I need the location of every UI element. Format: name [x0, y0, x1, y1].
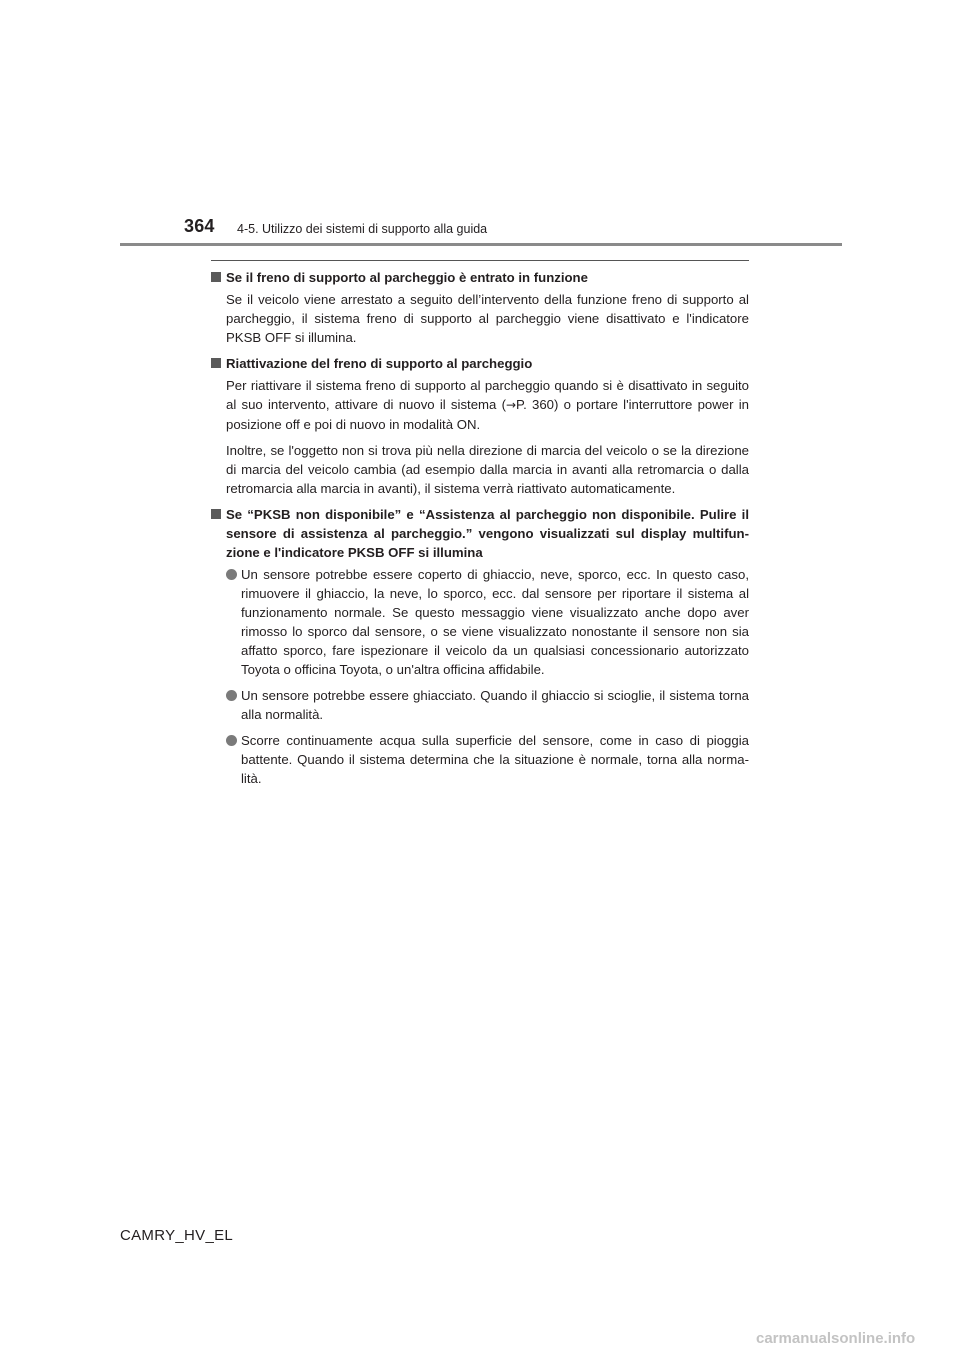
paragraph: Se il veicolo viene arrestato a seguito dell’intervento della funzione freno di supporto al parcheggio, il sistema freno di supporto al parcheggio viene disattivato e l'indicatore PKSB OFF si illumina.: [226, 292, 749, 345]
section-heading: [211, 505, 749, 562]
list-item: [211, 686, 749, 724]
main-content: [211, 268, 749, 795]
circle-bullet-icon: [226, 569, 237, 580]
list-item: [211, 565, 749, 679]
list-item-text: Un sensore potrebbe essere ghiacciato. Quando il ghiaccio si scioglie, il sistema torna alla normalità.: [241, 688, 749, 722]
content-rule: [211, 260, 749, 261]
square-bullet-icon: [211, 358, 221, 368]
square-bullet-icon: [211, 509, 221, 519]
list-item: [211, 731, 749, 788]
paragraph-text: P. 360) o portare l'interruttore power in posizione off e poi di nuovo in modalità ON.: [226, 397, 749, 432]
square-bullet-icon: [211, 272, 221, 282]
circle-bullet-icon: [226, 690, 237, 701]
section-heading: [211, 268, 749, 287]
list-item-text: Scorre continuamente acqua sulla superficie del sensore, come in caso di pioggia battente. Quando il sistema determina che la situazione è normale, torna alla normalità.: [241, 733, 749, 786]
paragraph-text: Per riattivare il sistema freno di supporto al parcheggio quando si è disattivato in seguito al suo intervento, attivare di nuovo il sistema (: [226, 378, 749, 412]
header-rule: [120, 243, 842, 246]
list-item-text: Un sensore potrebbe essere coperto di ghiaccio, neve, sporco, ecc. In questo caso, rimuovere il ghiaccio, la neve, lo sporco, ecc. dal sensore per riportare il sistema al funzionamento normale. Se questo messaggio viene visualizzato anche dopo aver rimosso lo sporco dal sensore, o se viene visualizzato nonostante il sensore non sia affatto sporco, fare ispezionare il veicolo da un qualsiasi concessionario autorizzato Toyota o officina Toyota, o un'altra officina affidabile.: [241, 567, 749, 677]
heading-text: Se “PKSB non disponibile” e “Assistenza al parcheggio non disponibile. Pulire il sensore di assistenza al parcheggio.” vengono visualizzati sul display multifunzione e l'indicatore PKSB OFF si illumina: [226, 507, 749, 560]
paragraph: Inoltre, se l'oggetto non si trova più nella direzione di marcia del veicolo o se la direzione di marcia del veicolo cambia (ad esempio dalla marcia in avanti alla retromarcia o dalla retromarcia alla marcia in avanti), il sistema verrà riattivato automaticamente.: [226, 443, 749, 496]
heading-text: Riattivazione del freno di supporto al parcheggio: [226, 356, 533, 371]
circle-bullet-icon: [226, 735, 237, 746]
footer-model-code: CAMRY_HV_EL: [120, 1227, 234, 1244]
page-number: 364: [184, 216, 215, 236]
section-heading: [211, 354, 749, 373]
section-title: 4-5. Utilizzo dei sistemi di supporto alla guida: [237, 222, 488, 236]
paragraph: [211, 376, 749, 434]
arrow-right-icon: →: [505, 398, 517, 412]
watermark: carmanualsonline.info: [756, 1330, 916, 1347]
heading-text: Se il freno di supporto al parcheggio è entrato in funzione: [226, 270, 588, 285]
